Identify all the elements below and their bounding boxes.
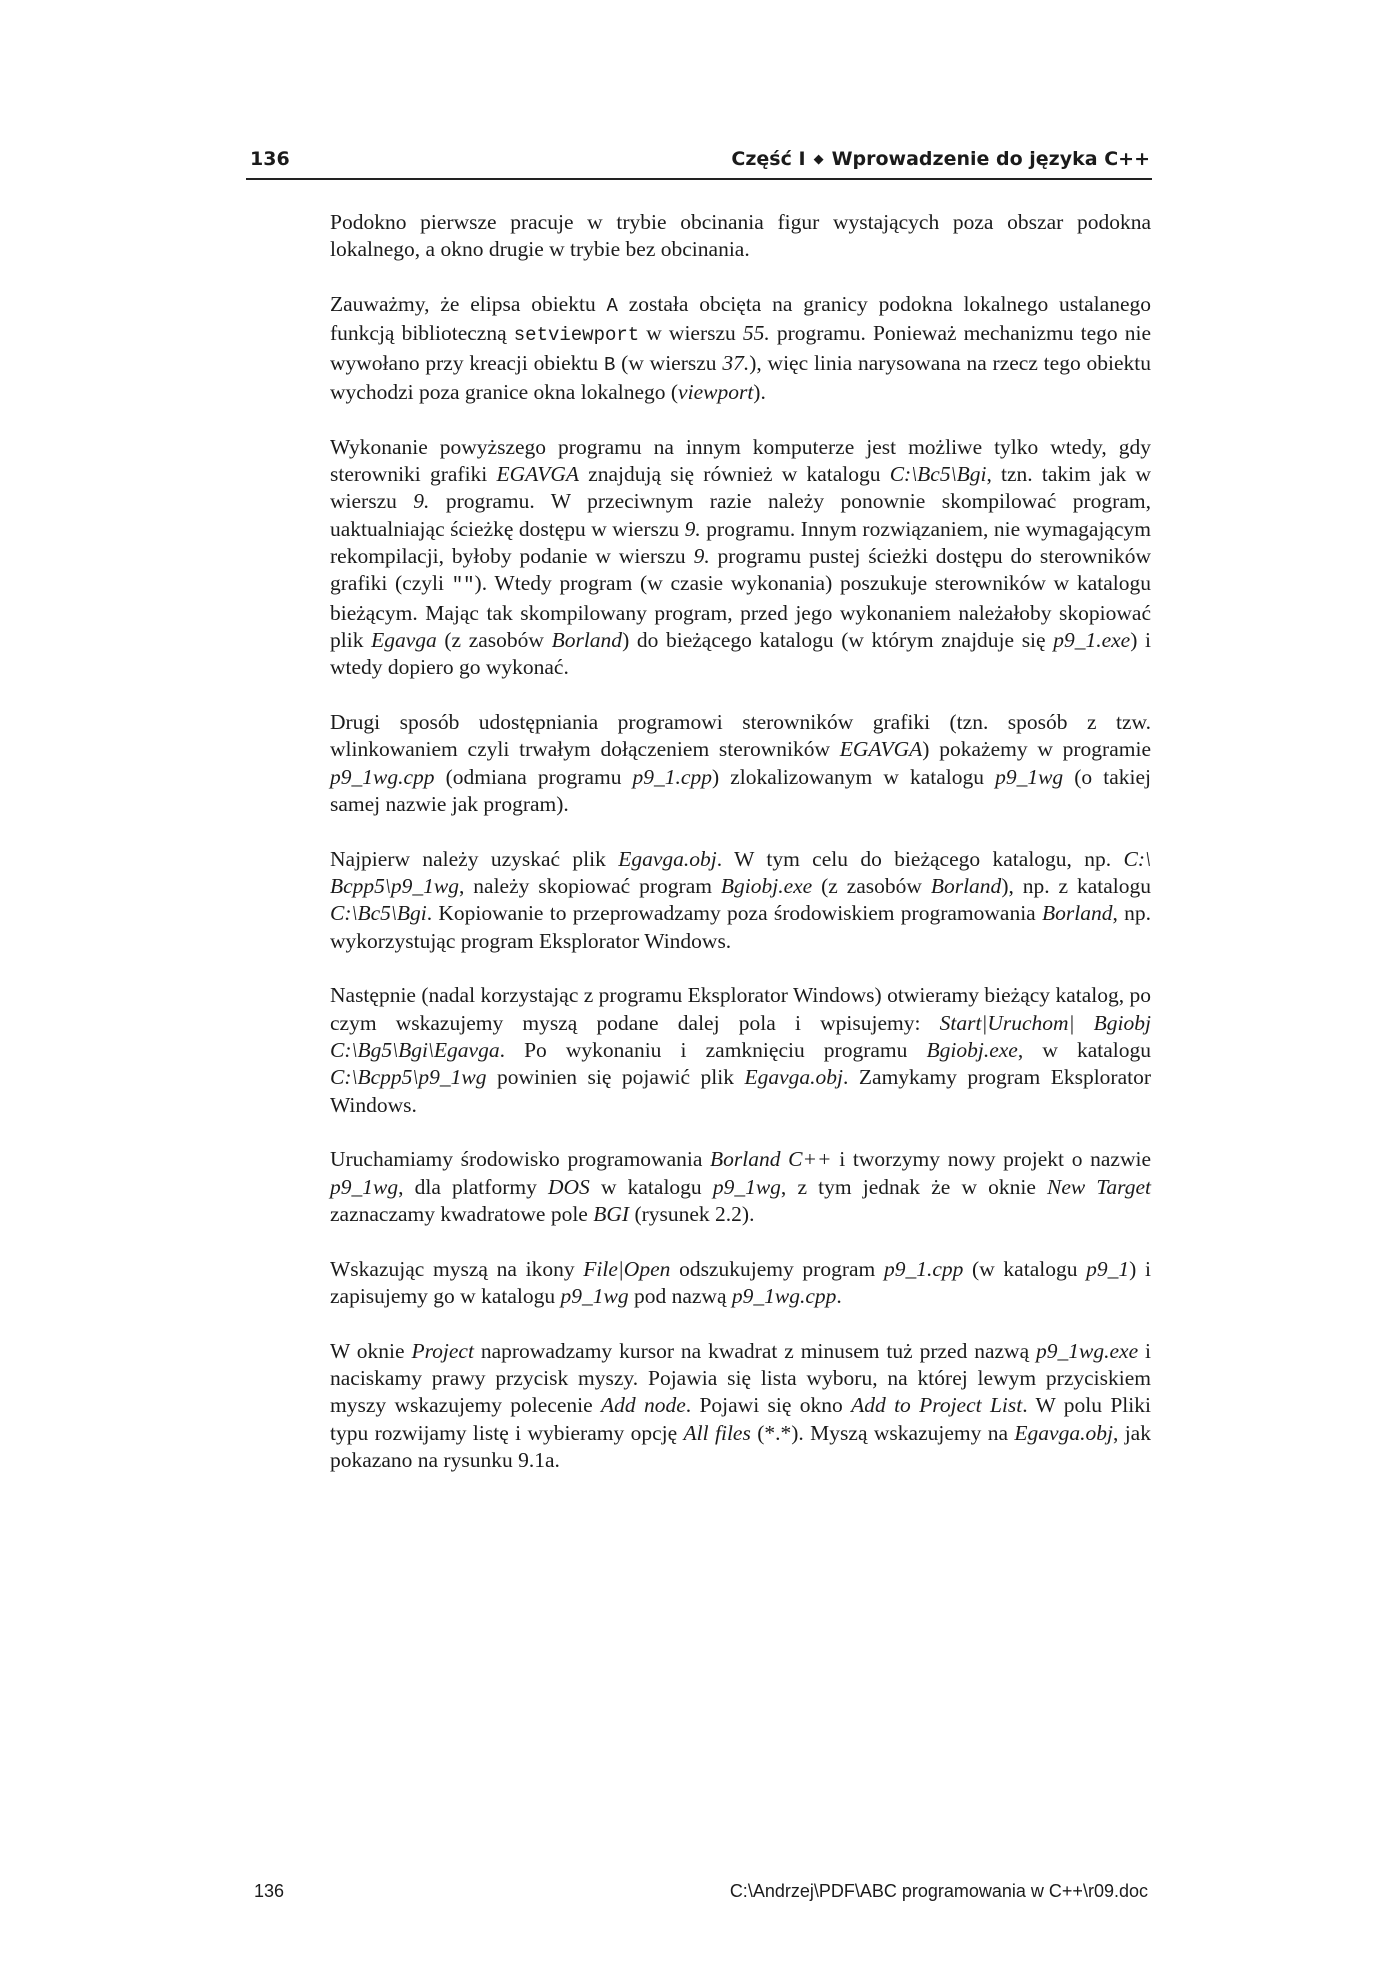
text-run: ) pokażemy w programie [922, 737, 1152, 762]
diamond-icon: ◆ [813, 152, 824, 167]
text-run: (w katalogu [963, 1256, 1087, 1281]
italic-run: File|Open [583, 1256, 671, 1281]
footer-page-number: 136 [254, 1881, 285, 1901]
italic-run: p9_1wg.cpp [330, 764, 435, 789]
text-run: (z zasobów [812, 873, 931, 898]
text-run: ) zlokalizowanym w katalogu [711, 764, 996, 789]
text-run: , w katalogu [1017, 1037, 1152, 1062]
paragraph [330, 709, 1151, 818]
italic-run: C:\Bcpp5\p9_1wg [330, 1065, 487, 1090]
italic-run: New Target [1047, 1174, 1151, 1199]
text-run: i naciskamy prawy przycisk myszy. Pojawia się lista wyboru, na której lewym przyciskiem myszy wskazujemy polecenie [330, 1338, 1151, 1418]
text-run: naprowadzamy kursor na kwadrat z minusem tuż przed nazwą [473, 1338, 1037, 1363]
text-run: , dla platformy [398, 1174, 548, 1199]
text-run: , tzn. takim jak w wierszu [330, 462, 1152, 514]
italic-run: Borland C++ [710, 1147, 832, 1172]
text-run: . Zamykamy program Eksplorator Windows. [330, 1065, 1152, 1117]
text-run: ). Wtedy program (w czasie wykonania) poszukuje sterowników w katalogu bieżącym. Mając tak skompilowany program, przed jego wykonaniem należałoby skopiować plik [330, 571, 1151, 652]
text-run: (*.*). Myszą wskazujemy na [750, 1420, 1015, 1445]
text-run: (z zasobów [436, 627, 552, 652]
text-run: ), więc linia narysowana na rzecz tego obiektu wychodzi poza granice okna lokalnego ( [330, 350, 1151, 404]
text-run: zaznaczamy kwadratowe pole [330, 1201, 594, 1226]
italic-run: Borland [930, 873, 1002, 898]
text-run: W oknie [330, 1338, 412, 1363]
text-run: odszukujemy program [670, 1256, 884, 1281]
header-part: Część I [731, 148, 806, 170]
italic-run: Egavga.obj [1014, 1420, 1113, 1445]
italic-run: Bgiobj.exe [720, 873, 813, 898]
italic-run: p9_1wg [712, 1174, 781, 1199]
italic-run: Egavga.obj [744, 1065, 844, 1090]
code-run: setviewport [513, 324, 640, 347]
italic-run: Project [411, 1338, 474, 1363]
code-run: A [606, 295, 618, 318]
text-run: . [836, 1284, 842, 1308]
italic-run: p9_1wg [560, 1284, 629, 1308]
text-run: Zauważmy, że elipsa obiektu [330, 292, 607, 317]
text-run: . W tym celu do bieżącego katalogu, np. [716, 846, 1124, 871]
text-run: Wskazując myszą na ikony [330, 1256, 584, 1281]
text-run: . Kopiowanie to przeprowadzamy poza środowiskiem programowania [426, 901, 1042, 926]
text-run: Drugi sposób udostępniania programowi sterowników grafiki (tzn. sposób z tzw. wlinkowaniem czyli trwałym dołączeniem sterowników [330, 709, 1151, 762]
running-header [246, 148, 1152, 180]
paragraph [330, 434, 1151, 682]
paragraph [330, 846, 1151, 955]
text-run: została obcięta na granicy podokna lokalnego ustalanego funkcją biblioteczną [330, 292, 1151, 346]
text-run: . W polu Pliki typu rozwijamy listę i wybieramy opcję [330, 1393, 1151, 1445]
italic-run: C:\ Bcpp5\p9_1wg [330, 846, 1151, 898]
italic-run: p9_1.cpp [632, 764, 712, 789]
italic-run: Borland [1042, 901, 1113, 926]
paragraph [330, 291, 1151, 406]
header-chapter [731, 148, 1150, 170]
italic-run: p9_1wg [995, 764, 1064, 789]
paragraph [330, 982, 1151, 1118]
text-run: ) i wtedy dopiero go wykonać. [330, 627, 1151, 680]
text-run: Wykonanie powyższego programu na innym komputerze jest możliwe tylko wtedy, gdy sterowniki grafiki [330, 434, 1151, 487]
italic-run: Egavga.obj [618, 846, 717, 871]
text-run: Najpierw należy uzyskać plik [330, 846, 619, 871]
italic-run: 9. [684, 516, 701, 541]
italic-run: 55. [742, 321, 770, 346]
italic-run: C:\Bc5\Bgi [889, 462, 987, 487]
text-run: programu. Innym rozwiązaniem, nie wymagającym rekompilacji, byłoby podanie w wierszu [330, 516, 1151, 568]
italic-run: p9_1wg.exe [1036, 1338, 1139, 1363]
text-run: pod nazwą [628, 1284, 732, 1308]
text-run: programu. Ponieważ mechanizmu tego nie wywołano przy kreacji obiektu [330, 321, 1151, 375]
italic-run: BGI [593, 1201, 630, 1226]
text-run: ) i zapisujemy go w katalogu [330, 1256, 1151, 1308]
footer-file-path: C:\Andrzej\PDF\ABC programowania w C++\r09.doc [729, 1881, 1148, 1901]
code-run: "" [451, 574, 475, 597]
text-run: . Pojawi się okno [685, 1393, 852, 1418]
text-run: (w wierszu [615, 350, 723, 375]
code-run: B [603, 353, 616, 376]
italic-run: viewport [678, 379, 754, 404]
text-run: ). [753, 379, 766, 404]
text-run: w wierszu [639, 321, 743, 346]
paragraph [330, 209, 1151, 264]
text-run: (rysunek 2.2). [629, 1201, 755, 1226]
text-run: powinien się pojawić plik [486, 1065, 745, 1090]
text-run: , z tym jednak że w oknie [780, 1174, 1048, 1199]
text-run: Podokno pierwsze pracuje w trybie obcinania figur wystających poza obszar podokna lokalnego, a okno drugie w trybie bez obcinania. [330, 210, 1151, 262]
text-run: (o takiej samej nazwie jak program). [330, 764, 1151, 816]
italic-run: 9. [413, 489, 430, 514]
italic-run: Add node [600, 1393, 686, 1418]
paragraph [330, 1338, 1151, 1474]
text-run: . Po wykonaniu i zamknięciu programu [499, 1037, 927, 1062]
italic-run: p9_1.exe [1053, 627, 1131, 652]
body-text [330, 209, 1151, 1502]
text-run: programu pustej ścieżki dostępu do sterowników grafiki (czyli [330, 543, 1151, 596]
text-run: ), np. z katalogu [1001, 873, 1151, 898]
text-run: , np. wykorzystując program Eksplorator Windows. [330, 901, 1152, 953]
italic-run: C:\Bc5\Bgi [330, 901, 427, 926]
italic-run: EGAVGA [839, 737, 923, 762]
paragraph [330, 1146, 1151, 1228]
text-run: ) do bieżącego katalogu (w którym znajduje się [622, 627, 1054, 652]
paragraph [330, 1256, 1151, 1311]
header-page-number: 136 [250, 148, 290, 170]
text-run: w katalogu [589, 1174, 713, 1199]
italic-run: DOS [547, 1174, 590, 1199]
text-run: znajdują się również w katalogu [579, 462, 890, 487]
italic-run: Add to Project List [851, 1393, 1023, 1418]
text-run: Uruchamiamy środowisko programowania [330, 1147, 711, 1172]
italic-run: EGAVGA [496, 462, 579, 487]
text-run: (odmiana programu [434, 764, 633, 789]
header-chapter-title: Wprowadzenie do języka C++ [831, 148, 1150, 170]
italic-run: p9_1wg.cpp [731, 1284, 837, 1308]
italic-run: 37. [722, 350, 750, 375]
italic-run: p9_1wg [330, 1174, 399, 1199]
italic-run: All files [683, 1420, 751, 1445]
italic-run: Bgiobj.exe [926, 1037, 1018, 1062]
text-run: i tworzymy nowy projekt o nazwie [831, 1147, 1151, 1172]
italic-run: p9_1 [1086, 1256, 1130, 1281]
text-run: Następnie (nadal korzystając z programu Eksplorator Windows) otwieramy bieżący katalog, po czym wskazujemy myszą podane dalej pola i wpisujemy: [330, 983, 1151, 1035]
text-run: programu. W przeciwnym razie należy ponownie skompilować program, uaktualniając ścieżkę dostępu w wierszu [330, 489, 1151, 541]
text-run: , jak pokazano na rysunku 9.1a. [330, 1420, 1151, 1472]
italic-run: p9_1.cpp [883, 1256, 964, 1281]
italic-run: 9. [693, 543, 710, 568]
italic-run: Borland [551, 627, 623, 652]
italic-run: Start|Uruchom| Bgiobj C:\Bg5\Bgi\Egavga [330, 1010, 1152, 1062]
text-run: , należy skopiować program [459, 873, 721, 898]
italic-run: Egavga [371, 627, 437, 652]
